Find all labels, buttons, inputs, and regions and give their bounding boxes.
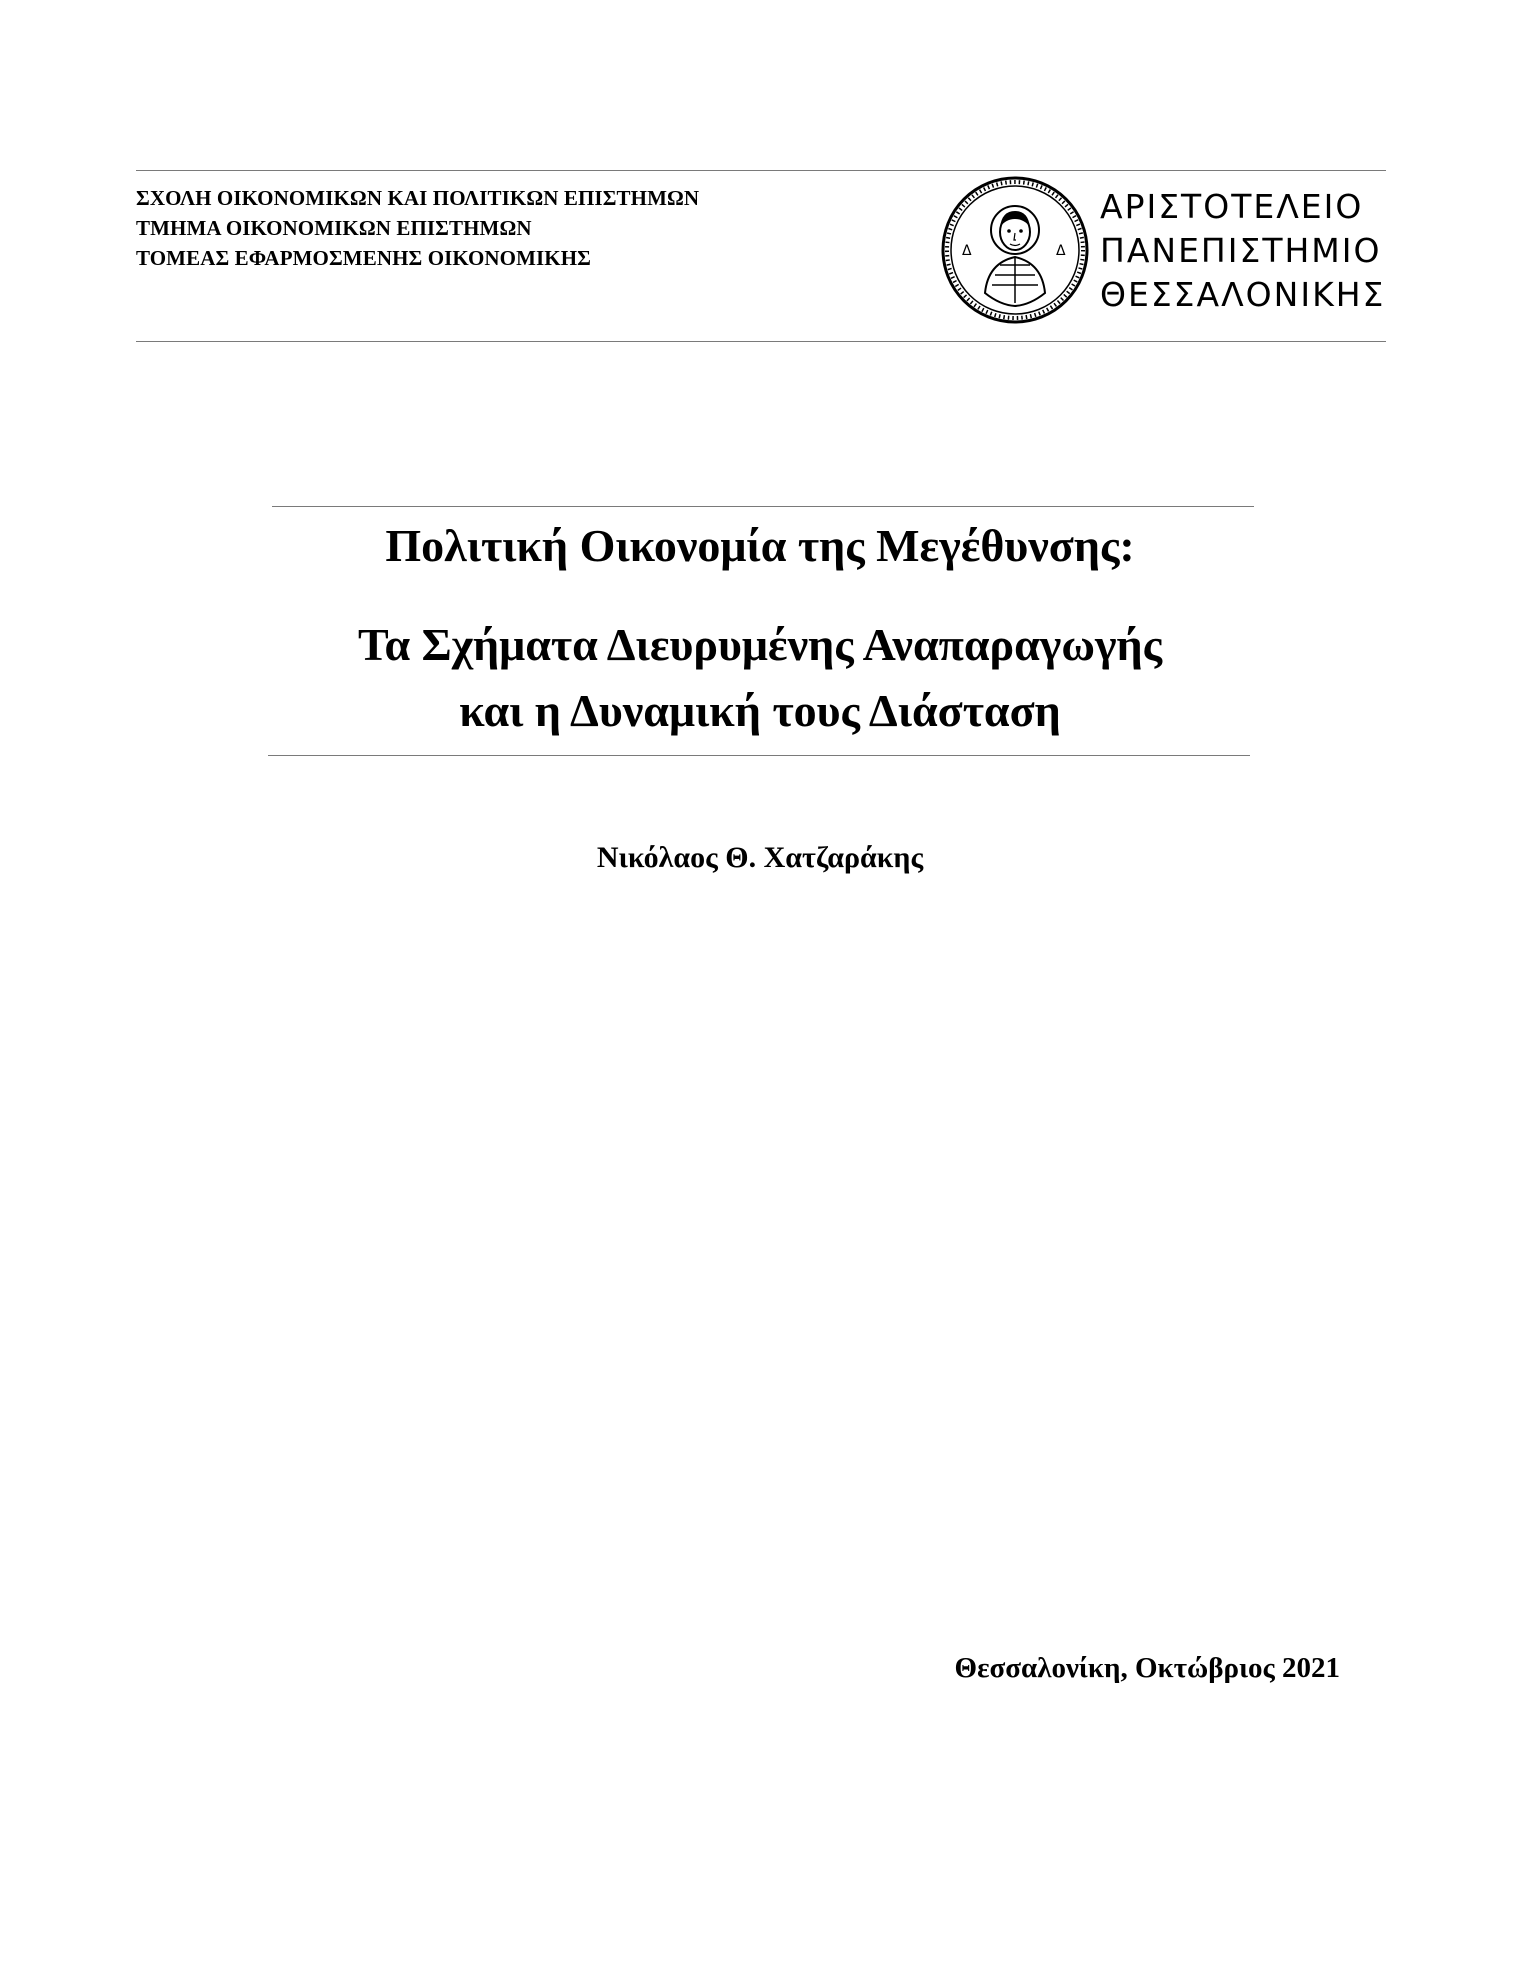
svg-text:Δ: Δ — [1056, 243, 1066, 259]
title-top-rule — [272, 506, 1254, 507]
header-top-rule — [136, 170, 1386, 171]
sector-name: ΤΟΜΕΑΣ ΕΦΑΡΜΟΣΜΕΝΗΣ ΟΙΚΟΝΟΜΙΚΗΣ — [136, 246, 591, 270]
subtitle-line1: Τα Σχήματα Διευρυμένης Αναπαραγωγής — [358, 619, 1162, 670]
place-date: Θεσσαλονίκη, Οκτώβριος 2021 — [954, 1652, 1340, 1684]
subtitle-line2: και η Δυναμική τους Διάσταση — [459, 685, 1061, 736]
page-title: Πολιτική Οικονομία της Μεγέθυνσης: — [385, 520, 1135, 571]
header-bottom-rule — [136, 341, 1386, 342]
university-seal-icon — [940, 175, 1090, 325]
svg-text:Δ: Δ — [962, 243, 972, 259]
university-name-line2: ΠΑΝΕΠΙΣΤΗΜΙΟ — [1100, 231, 1382, 270]
school-name: ΣΧΟΛΗ ΟΙΚΟΝΟΜΙΚΩΝ ΚΑΙ ΠΟΛΙΤΙΚΩΝ ΕΠΙΣΤΗΜΩΝ — [136, 186, 700, 210]
department-name: ΤΜΗΜΑ ΟΙΚΟΝΟΜΙΚΩΝ ΕΠΙΣΤΗΜΩΝ — [136, 216, 532, 240]
university-name — [1100, 185, 1385, 317]
university-name-line3: ΘΕΣΣΑΛΟΝΙΚΗΣ — [1100, 275, 1386, 314]
author-name: Νικόλαος Θ. Χατζαράκης — [596, 841, 924, 874]
institution-header — [136, 183, 699, 273]
title-bottom-rule — [268, 755, 1250, 756]
university-name-line1: ΑΡΙΣΤΟΤΕΛΕΙΟ — [1100, 187, 1364, 226]
page-subtitle — [260, 612, 1260, 744]
